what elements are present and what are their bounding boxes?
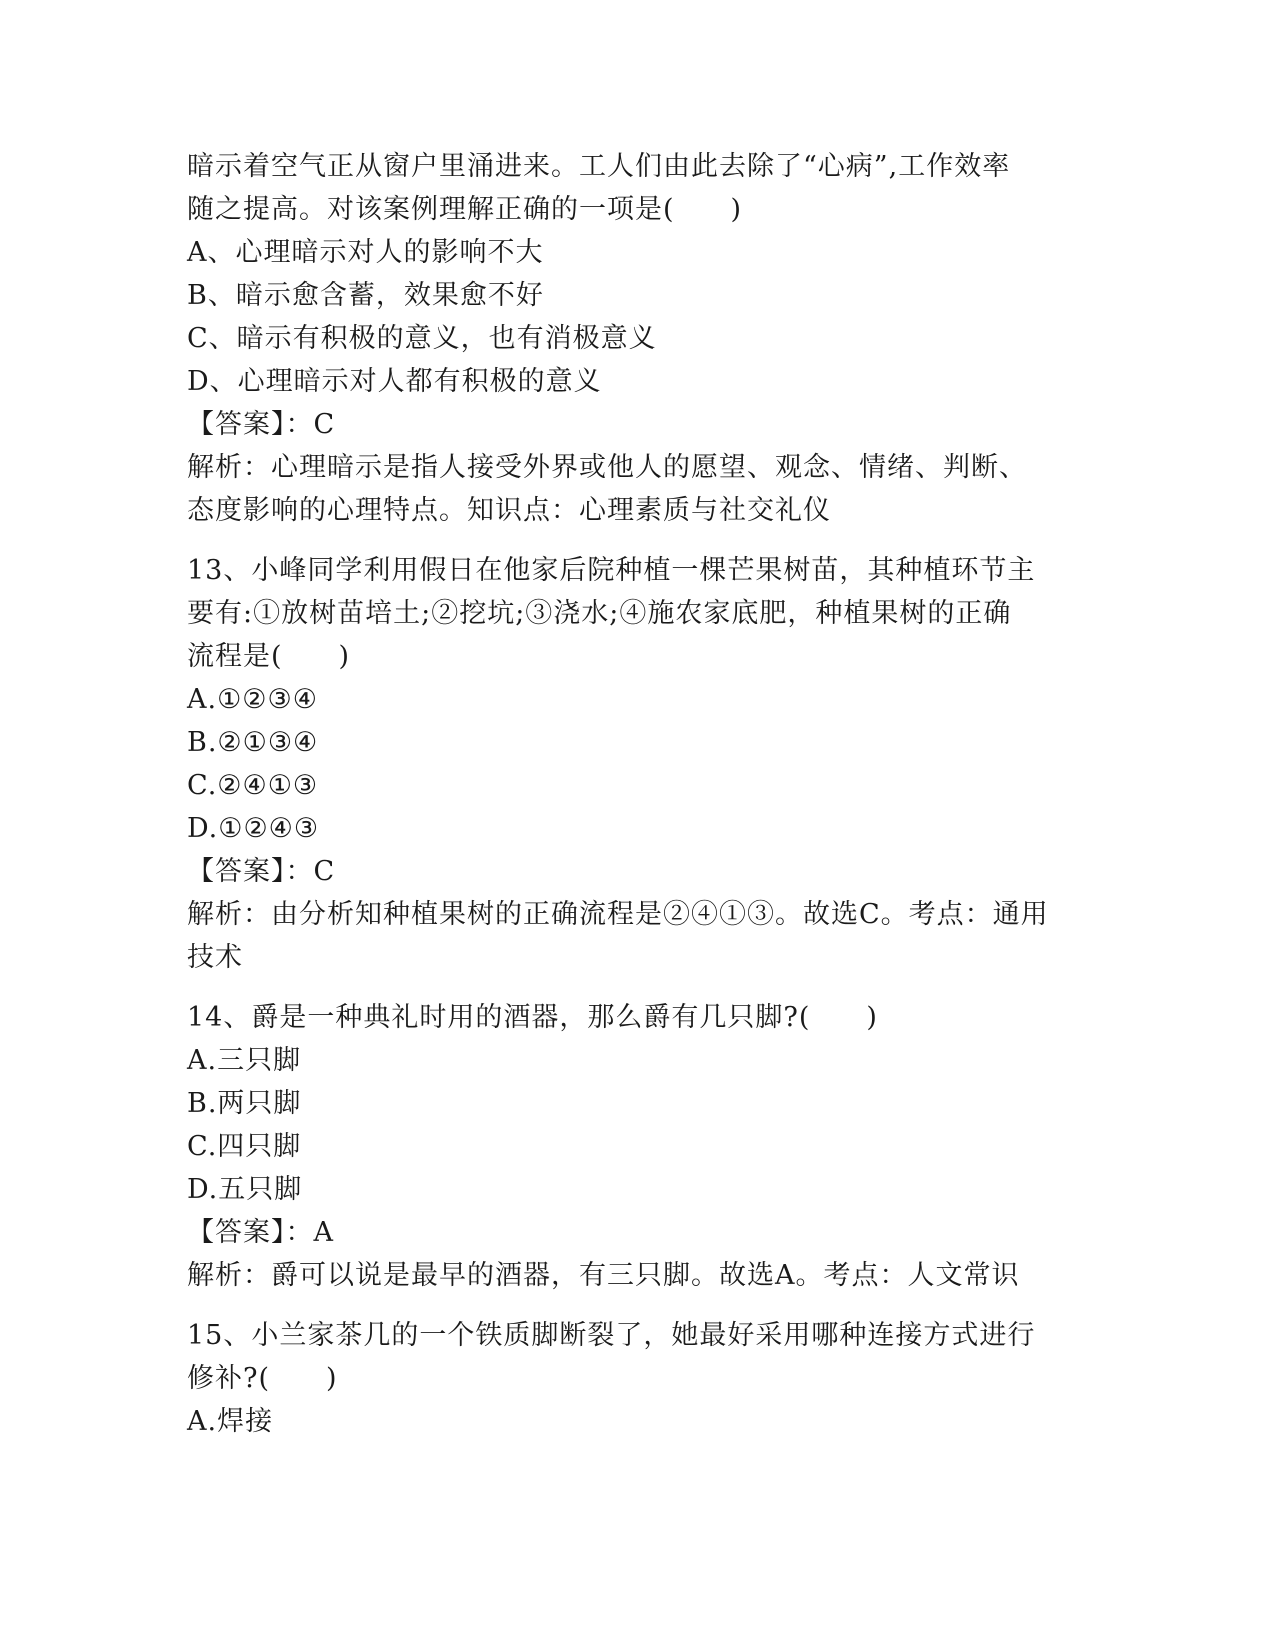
- question-stem-line: 13、小峰同学利用假日在他家后院种植一棵芒果树苗，其种植环节主: [187, 555, 1036, 586]
- option-a: A.三只脚: [187, 1045, 302, 1076]
- option-c: C、暗示有积极的意义，也有消极意义: [187, 323, 657, 354]
- answer-line: 【答案】：A: [187, 1217, 334, 1248]
- option-c: C.②④①③: [187, 770, 319, 801]
- question-stem-line: 流程是( ): [187, 641, 351, 672]
- option-a: A、心理暗示对人的影响不大: [187, 237, 544, 268]
- option-d: D、心理暗示对人都有积极的意义: [187, 366, 602, 397]
- question-stem-line: 修补?( ): [187, 1363, 338, 1394]
- option-b: B、暗示愈含蓄，效果愈不好: [187, 280, 544, 311]
- option-b: B.两只脚: [187, 1088, 302, 1119]
- option-b: B.②①③④: [187, 727, 319, 758]
- analysis-line: 技术: [187, 942, 243, 973]
- question-12: [187, 145, 1087, 532]
- question-14: [187, 996, 1087, 1297]
- question-stem-line: 随之提高。对该案例理解正确的一项是( ): [187, 194, 743, 225]
- answer-line: 【答案】：C: [187, 856, 336, 887]
- analysis-line: 解析：由分析知种植果树的正确流程是②④①③。故选C。考点：通用: [187, 899, 1049, 930]
- question-stem-line: 暗示着空气正从窗户里涌进来。工人们由此去除了“心病”,工作效率: [187, 151, 1011, 182]
- document-page: [187, 145, 1087, 1443]
- question-15: [187, 1314, 1087, 1443]
- question-stem-line: 15、小兰家茶几的一个铁质脚断裂了，她最好采用哪种连接方式进行: [187, 1320, 1036, 1351]
- option-a: A.①②③④: [187, 684, 318, 715]
- option-a: A.焊接: [187, 1406, 274, 1437]
- analysis-line: 解析：爵可以说是最早的酒器，有三只脚。故选A。考点：人文常识: [187, 1260, 1020, 1291]
- analysis-line: 态度影响的心理特点。知识点：心理素质与社交礼仪: [187, 495, 831, 526]
- question-stem-line: 14、爵是一种典礼时用的酒器，那么爵有几只脚?( ): [187, 1002, 878, 1033]
- answer-line: 【答案】：C: [187, 409, 336, 440]
- option-c: C.四只脚: [187, 1131, 302, 1162]
- option-d: D.①②④③: [187, 813, 320, 844]
- question-stem-line: 要有:①放树苗培土;②挖坑;③浇水;④施农家底肥，种植果树的正确: [187, 598, 1012, 629]
- analysis-line: 解析：心理暗示是指人接受外界或他人的愿望、观念、情绪、判断、: [187, 452, 1027, 483]
- question-13: [187, 549, 1087, 979]
- option-d: D.五只脚: [187, 1174, 303, 1205]
